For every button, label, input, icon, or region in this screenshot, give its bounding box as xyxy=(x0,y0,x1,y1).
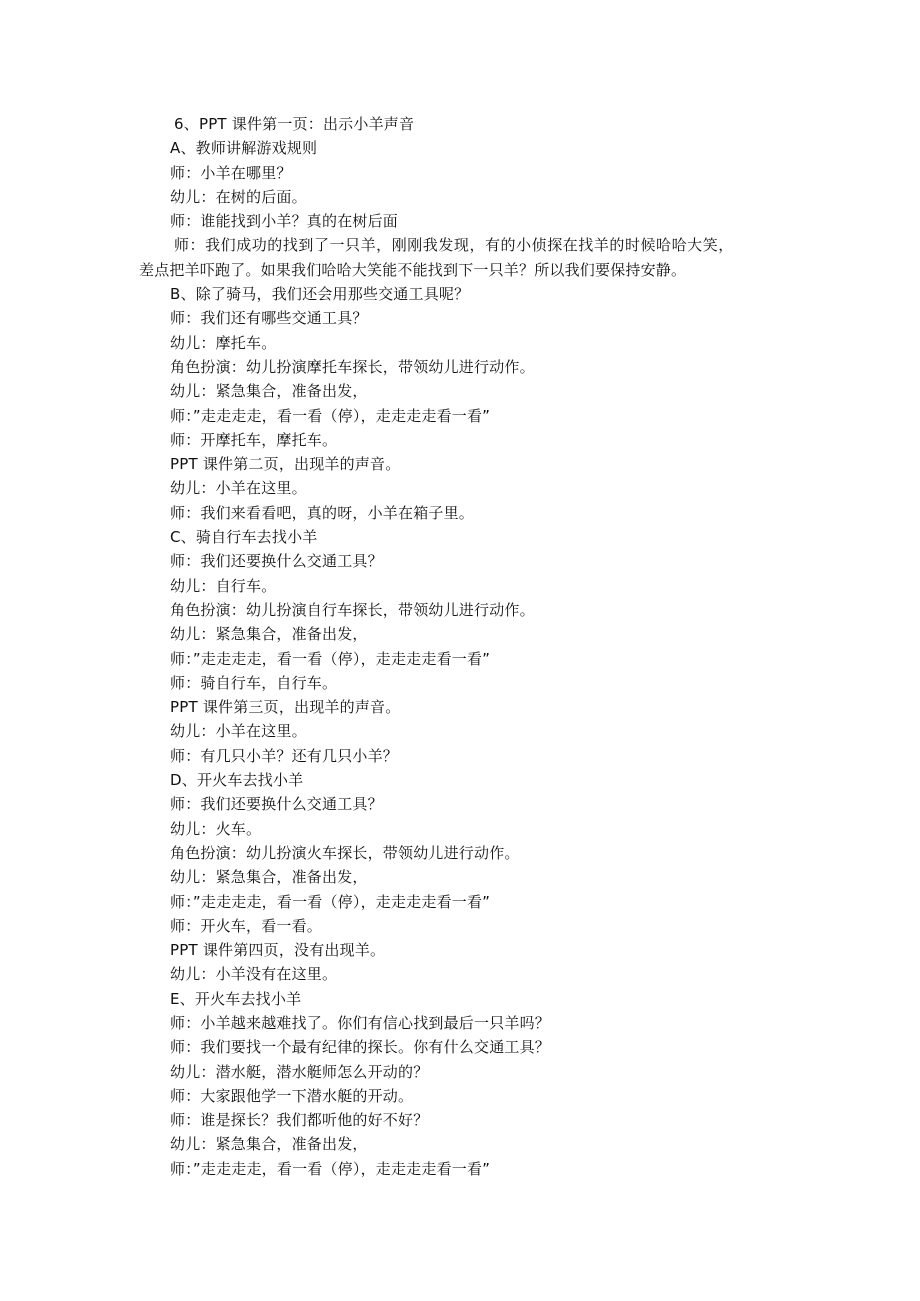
dialogue-line: 师：我们还要换什么交通工具？ xyxy=(170,795,383,814)
dialogue-line: 幼儿：自行车。 xyxy=(170,576,277,595)
dialogue-line: 幼儿：在树的后面。 xyxy=(170,187,307,206)
dialogue-paragraph-continuation: 差点把羊吓跑了。如果我们哈哈大笑能不能找到下一只羊？所以我们要保持安静。 xyxy=(139,260,687,279)
dialogue-line: 幼儿：摩托车。 xyxy=(170,333,277,352)
dialogue-line: 幼儿：紧急集合，准备出发， xyxy=(170,1135,368,1154)
dialogue-line: 幼儿：火车。 xyxy=(170,819,262,838)
dialogue-line: 师：谁是探长？我们都听他的好不好？ xyxy=(170,1111,429,1130)
role-play-line: 角色扮演：幼儿扮演火车探长，带领幼儿进行动作。 xyxy=(170,843,520,862)
dialogue-line: 师：开摩托车，摩托车。 xyxy=(170,430,338,449)
slide-note: PPT 课件第三页，出现羊的声音。 xyxy=(170,698,401,717)
dialogue-line: 师：小羊在哪里？ xyxy=(170,163,292,182)
role-play-line: 角色扮演：幼儿扮演自行车探长，带领幼儿进行动作。 xyxy=(170,600,535,619)
dialogue-line: 师：我们还有哪些交通工具？ xyxy=(170,309,368,328)
document-body xyxy=(0,112,920,1181)
dialogue-line: 师：我们还要换什么交通工具？ xyxy=(170,552,383,571)
dialogue-line: 幼儿：紧急集合，准备出发， xyxy=(170,868,368,887)
dialogue-line: 师：我们要找一个最有纪律的探长。你有什么交通工具？ xyxy=(170,1038,551,1057)
subsection-heading: D、开火车去找小羊 xyxy=(170,771,304,790)
subsection-heading: B、除了骑马，我们还会用那些交通工具呢？ xyxy=(170,285,470,304)
dialogue-line: 幼儿：小羊在这里。 xyxy=(170,722,307,741)
subsection-heading: C、骑自行车去找小羊 xyxy=(170,528,318,547)
role-play-line: 角色扮演：幼儿扮演摩托车探长，带领幼儿进行动作。 xyxy=(170,357,535,376)
subsection-heading: E、开火车去找小羊 xyxy=(170,989,302,1008)
dialogue-line: 师：有几只小羊？还有几只小羊？ xyxy=(170,746,399,765)
dialogue-line: 师：”走走走走，看一看（停），走走走走看一看” xyxy=(170,892,491,911)
dialogue-line: 师：”走走走走，看一看（停），走走走走看一看” xyxy=(170,1159,491,1178)
dialogue-line: 师：我们来看看吧，真的呀，小羊在箱子里。 xyxy=(170,503,475,522)
dialogue-line: 师：大家跟他学一下潜水艇的开动。 xyxy=(170,1086,414,1105)
dialogue-line: 幼儿：紧急集合，准备出发， xyxy=(170,382,368,401)
dialogue-line: 师：谁能找到小羊？真的在树后面 xyxy=(170,212,399,231)
dialogue-line: 师：”走走走走，看一看（停），走走走走看一看” xyxy=(170,649,491,668)
dialogue-line: 幼儿：紧急集合，准备出发， xyxy=(170,625,368,644)
dialogue-line: 师：”走走走走，看一看（停），走走走走看一看” xyxy=(170,406,491,425)
slide-note: PPT 课件第四页，没有出现羊。 xyxy=(170,941,386,960)
subsection-heading: A、教师讲解游戏规则 xyxy=(170,139,318,158)
dialogue-line: 幼儿：小羊没有在这里。 xyxy=(170,965,338,984)
section-heading: 6、PPT 课件第一页：出示小羊声音 xyxy=(174,115,415,133)
slide-note: PPT 课件第二页，出现羊的声音。 xyxy=(170,455,401,474)
dialogue-line: 师：骑自行车，自行车。 xyxy=(170,673,338,692)
dialogue-line: 师：小羊越来越难找了。你们有信心找到最后一只羊吗？ xyxy=(170,1013,551,1032)
dialogue-line: 幼儿：小羊在这里。 xyxy=(170,479,307,498)
dialogue-paragraph-start: 师：我们成功的找到了一只羊，刚刚我发现，有的小侦探在找羊的时候哈哈大笑， xyxy=(174,236,734,255)
dialogue-line: 幼儿：潜水艇，潜水艇师怎么开动的？ xyxy=(170,1062,429,1081)
dialogue-line: 师：开火车，看一看。 xyxy=(170,916,323,935)
